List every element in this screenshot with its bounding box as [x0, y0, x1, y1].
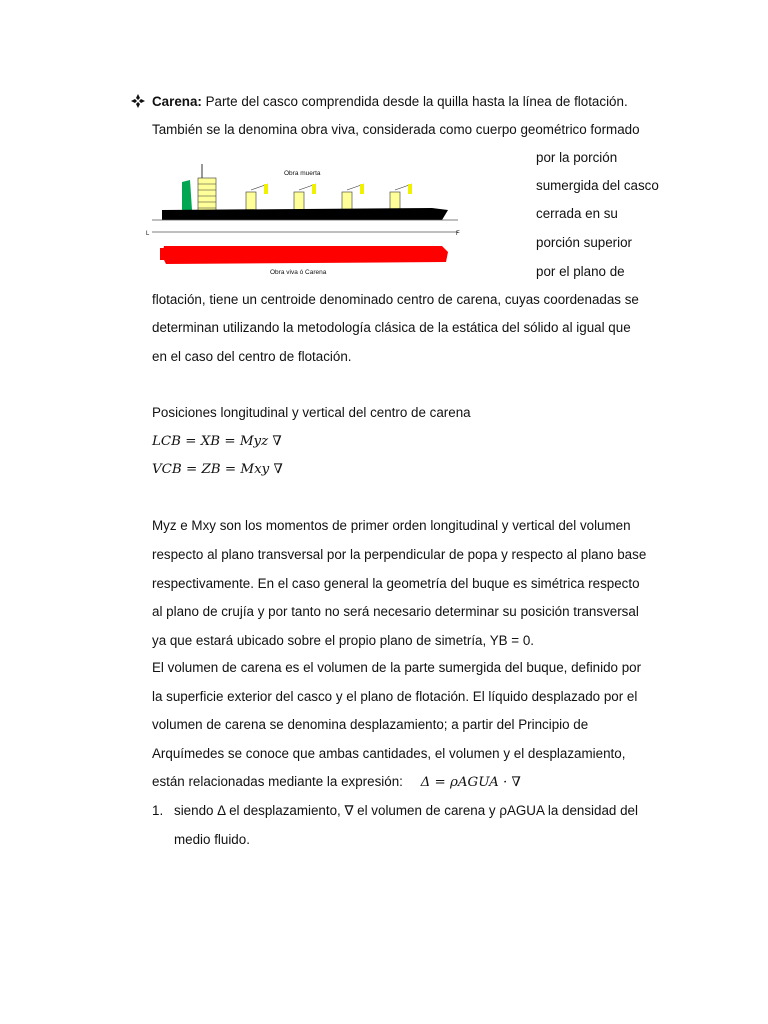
formula-displacement: Δ = ρAGUA · ∇	[420, 775, 521, 790]
body-last-line-text: están relacionadas mediante la expresión:	[152, 774, 403, 789]
diamond-bullet-icon	[130, 93, 146, 109]
side-line: por el plano de	[536, 264, 625, 279]
list-line-2: medio fluido.	[174, 832, 250, 847]
side-line: porción superior	[536, 235, 633, 250]
positions-heading: Posiciones longitudinal y vertical del centro de carena	[152, 405, 471, 420]
body-line: Arquímedes se conoce que ambas cantidades, el volumen y el desplazamiento,	[152, 746, 626, 761]
body-line: volumen de carena se denomina desplazamiento; a partir del Principio de	[152, 717, 589, 732]
body-line: Myz e Mxy son los momentos de primer orden longitudinal y vertical del volumen	[152, 518, 631, 533]
after-line: determinan utilizando la metodología clásica de la estática del sólido al igual que	[152, 320, 631, 335]
list-number: 1.	[152, 803, 164, 818]
formula-lcb: LCB = XB = Myz ∇	[152, 434, 282, 449]
body-last-line	[152, 772, 521, 793]
after-line: en el caso del centro de flotación.	[152, 349, 352, 364]
ship-figure	[146, 160, 462, 280]
side-line: cerrada en su	[536, 206, 618, 221]
label-obra-muerta: Obra muerta	[284, 170, 321, 177]
side-line: por la porción	[536, 150, 618, 165]
body-line: al plano de crujía y por tanto no será necesario determinar su posición transversal	[152, 604, 639, 619]
body-line: respectivamente. En el caso general la geometría del buque es simétrica respecto	[152, 576, 640, 591]
body-line: ya que estará ubicado sobre el propio plano de simetría, YB = 0.	[152, 633, 534, 648]
term-carena: Carena:	[152, 94, 202, 109]
body-line: respecto al plano transversal por la perpendicular de popa y respecto al plano base	[152, 547, 647, 562]
label-f: F	[456, 231, 460, 237]
list-line-1: siendo Δ el desplazamiento, ∇ el volumen de carena y ρAGUA la densidad del	[174, 803, 638, 818]
label-l: L	[146, 231, 150, 237]
intro-line-1	[152, 92, 628, 112]
intro-line-2: También se la denomina obra viva, considerada como cuerpo geométrico formado	[152, 122, 640, 137]
after-line: flotación, tiene un centroide denominado centro de carena, cuyas coordenadas se	[152, 292, 639, 307]
body-line: El volumen de carena es el volumen de la parte sumergida del buque, definido por	[152, 660, 642, 675]
formula-vcb: VCB = ZB = Mxy ∇	[152, 462, 283, 477]
body-line: la superficie exterior del casco y el plano de flotación. El líquido desplazado por el	[152, 689, 638, 704]
intro-line-1-text: Parte del casco comprendida desde la quilla hasta la línea de flotación.	[201, 94, 628, 109]
side-line: sumergida del casco	[536, 178, 659, 193]
label-obra-viva: Obra viva ó Carena	[270, 269, 327, 276]
